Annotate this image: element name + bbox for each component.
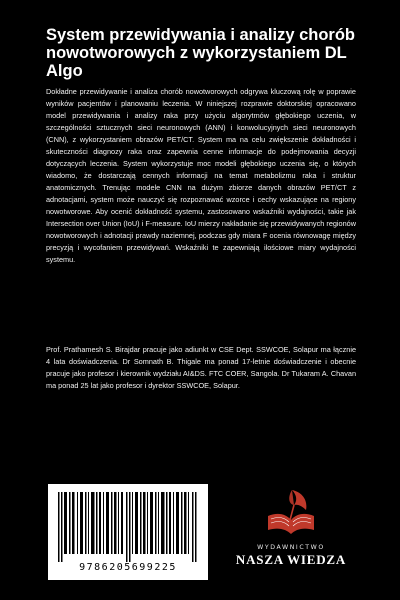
publisher-label: WYDAWNICTWO xyxy=(257,544,325,551)
publisher-logo xyxy=(222,486,360,582)
book-title: System przewidywania i analizy chorób nowotworowych z wykorzystaniem DL Algo xyxy=(46,26,356,80)
isbn-barcode xyxy=(48,484,208,580)
publisher-name: NASZA WIEDZA xyxy=(235,552,347,567)
book-abstract: Dokładne przewidywanie i analiza chorób nowotworowych odgrywa kluczową rolę w poprawie wyników pacjentów i planowaniu leczenia. W niniejszej rozprawie doktorskiej opracowano model przewidywania i analizy raka przy użyciu algorytmów głębokiego uczenia, w szczególności sztucznych sieci neuronowych (ANN) i konwolucyjnych sieci neuronowych (CNN), z wykorzystaniem obrazów PET/CT. System ma na celu zwiększenie dokładności i skuteczności diagnozy raka oraz zapewnia cenne informacje do podejmowania decyzji dotyczących leczenia. System wykorzystuje moc modeli głębokiego uczenia się, o których wiadomo, że dostarczają cennych informacji na temat metabolizmu raka i struktur anatomicznych. Trenując modele CNN na dużym zbiorze danych obrazów PET/CT z adnotacjami, system może nauczyć się rozpoznawać wzorce i cechy wskazujące na regiony nowotworowe. Aby ocenić dokładność systemu, zastosowano wskaźniki wydajności, takie jak Intersection over Union (IoU) i F-measure. IoU mierzy nakładanie się przewidywanych regionów nowotworowych i adnotacji prawdy naziemnej, podczas gdy miara F ocenia równowagę między precyzją i wycofaniem przewidywań. Wskaźniki te zapewniają ilościowe miary wydajności systemu. xyxy=(46,87,356,264)
author-bio: Prof. Prathamesh S. Birajdar pracuje jako adiunkt w CSE Dept. SSWCOE, Solapur ma łącznie 4 lata doświadczenia. Dr Somnath B. Thigale ma ponad 17-letnie doświadczenie i obecnie pracuje jako profesor i kierownik wydziału AI&DS. FTC COER, Sangola. Dr Tukaram A. Chavan ma ponad 25 lat jako profesor i dyrektor SSWCOE, Solapur. xyxy=(46,345,356,390)
barcode-bars xyxy=(58,492,198,562)
book-quill-logo-icon xyxy=(262,486,320,542)
isbn-number: 9786205699225 xyxy=(79,562,177,573)
